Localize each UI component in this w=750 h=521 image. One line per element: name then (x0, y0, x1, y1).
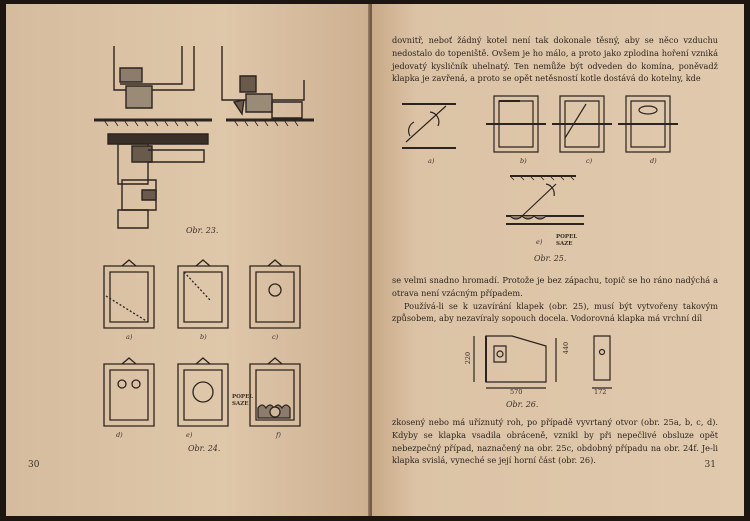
fig26-dim-440: 440 (562, 341, 571, 355)
fig24-label-d: d) (116, 431, 123, 439)
figure-23-caption: Obr. 23. (186, 226, 219, 235)
fig25-label-a: a) (428, 157, 435, 165)
fig24-label-e: e) (186, 431, 193, 439)
figure-24-drawing (100, 260, 310, 440)
fig25-saze-label: SAZE (556, 241, 573, 247)
fig24-label-b: b) (200, 333, 207, 341)
fig24-label-c: c) (272, 333, 279, 341)
fig24-popel-label: POPEL (232, 394, 254, 400)
fig24-label-f: f) (276, 431, 281, 439)
fig25-label-d: d) (650, 157, 657, 165)
paragraph-1 (392, 34, 718, 85)
figure-23-drawing (94, 40, 314, 230)
page-number-left: 30 (28, 460, 40, 470)
paragraph-3-text: Používá-li se k uzavírání klapek (obr. 25), musí být vytvořeny takovým způsobem, aby nezavíraly sopouch docela. Vodorovná klapka má vrchní díl (392, 300, 718, 324)
right-page (372, 4, 744, 516)
fig25-label-c: c) (586, 157, 593, 165)
paragraph-4-text: zkosený nebo má uříznutý roh, po případě vyvrtaný otvor (obr. 25a, b, c, d). Kdyby se klapka vsadila obráceně, vznikl by při nepečlivé obsluze opět nebezpečný případ, naznačený na obr. 25c, obdobný případu na obr. 24f. Je-li klapka svislá, vyneché se její horní část (obr. 26). (392, 417, 718, 466)
fig25-label-b: b) (520, 157, 527, 165)
paragraph-2-text: se velmi snadno hromadí. Protože je bez zápachu, topič se ho ráno nadýchá a otrava není vzácným případem. (392, 275, 718, 298)
fig24-saze-label: SAZE (232, 401, 249, 407)
paragraph-2-3 (392, 274, 718, 325)
fig26-dim-172: 172 (594, 388, 607, 396)
paragraph-4 (392, 416, 718, 467)
figure-24-caption: Obr. 24. (188, 444, 221, 453)
fig26-dim-570: 570 (510, 388, 523, 396)
page-number-right: 31 (704, 460, 716, 470)
fig24-label-a: a) (126, 333, 133, 341)
fig26-dim-220: 220 (464, 351, 473, 365)
figure-25-drawing (400, 92, 720, 252)
figure-25-caption: Obr. 25. (534, 254, 567, 263)
figure-26-drawing (472, 332, 632, 392)
figure-26-caption: Obr. 26. (506, 400, 539, 409)
fig25-popel-label: POPEL (556, 234, 578, 240)
paragraph-1-text: dovnitř, neboť žádný kotel není tak dokonale těsný, aby se něco vzduchu nedostalo do topeniště. Ovšem je ho málo, a proto jako zplodina hoření vzniká jedovatý kysličník uhelnatý. Ten nemůže být odveden do komína, poněvadž klapka je zavřená, a proto se opět netěsností kotle dostává do kotelny, kde (392, 35, 718, 84)
left-page (6, 4, 370, 516)
fig25-label-e: e) (536, 238, 543, 246)
